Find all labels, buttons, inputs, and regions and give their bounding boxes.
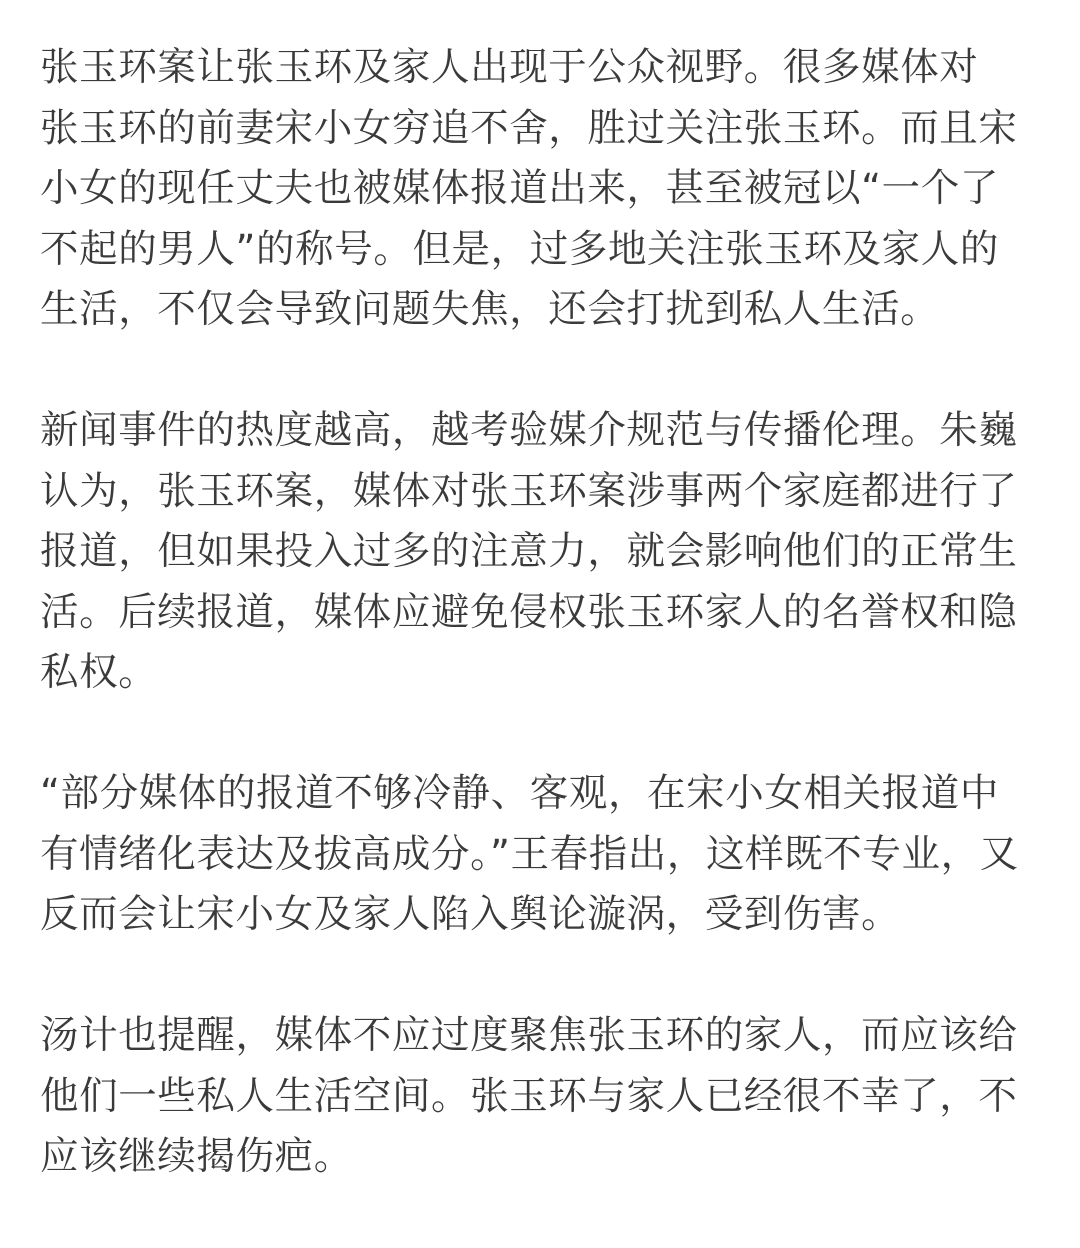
text-line: 反而会让宋小女及家人陷入舆论漩涡，受到伤害。 <box>40 892 901 937</box>
text-line: 张玉环的前妻宋小女穷追不舍，胜过关注张玉环。而且宋 <box>40 105 1018 151</box>
text-line: 认为，张玉环案，媒体对张玉环案涉事两个家庭都进行了 <box>40 468 1018 514</box>
text-line: 张玉环案让张玉环及家人出现于公众视野。很多媒体对 <box>40 45 979 90</box>
article-body <box>40 38 1040 1248</box>
text-line: 新闻事件的热度越高，越考验媒介规范与传播伦理。朱巍 <box>40 408 1018 453</box>
paragraph <box>40 401 1040 704</box>
text-line: 报道，但如果投入过多的注意力，就会影响他们的正常生 <box>40 529 1018 574</box>
text-line: 生活，不仅会导致问题失焦，还会打扰到私人生活。 <box>40 287 940 332</box>
text-line: 不起的男人”的称号。但是，过多地关注张玉环及家人的 <box>40 226 999 272</box>
text-line: 应该继续揭伤疤。 <box>40 1134 353 1179</box>
text-line: 他们一些私人生活空间。张玉环与家人已经很不幸了，不 <box>40 1073 1018 1119</box>
text-line: 有情绪化表达及拔高成分。”王春指出，这样既不专业，又 <box>40 831 1019 877</box>
paragraph <box>40 38 1040 341</box>
paragraph <box>40 764 1040 946</box>
text-line: 汤计也提醒，媒体不应过度聚焦张玉环的家人，而应该给 <box>40 1013 1018 1058</box>
text-line: 小女的现任丈夫也被媒体报道出来，甚至被冠以“一个了 <box>40 166 999 211</box>
paragraph <box>40 1006 1040 1188</box>
text-line: 活。后续报道，媒体应避免侵权张玉环家人的名誉权和隐 <box>40 589 1018 635</box>
text-line: 私权。 <box>40 650 158 695</box>
text-line: “部分媒体的报道不够冷静、客观，在宋小女相关报道中 <box>40 771 999 816</box>
